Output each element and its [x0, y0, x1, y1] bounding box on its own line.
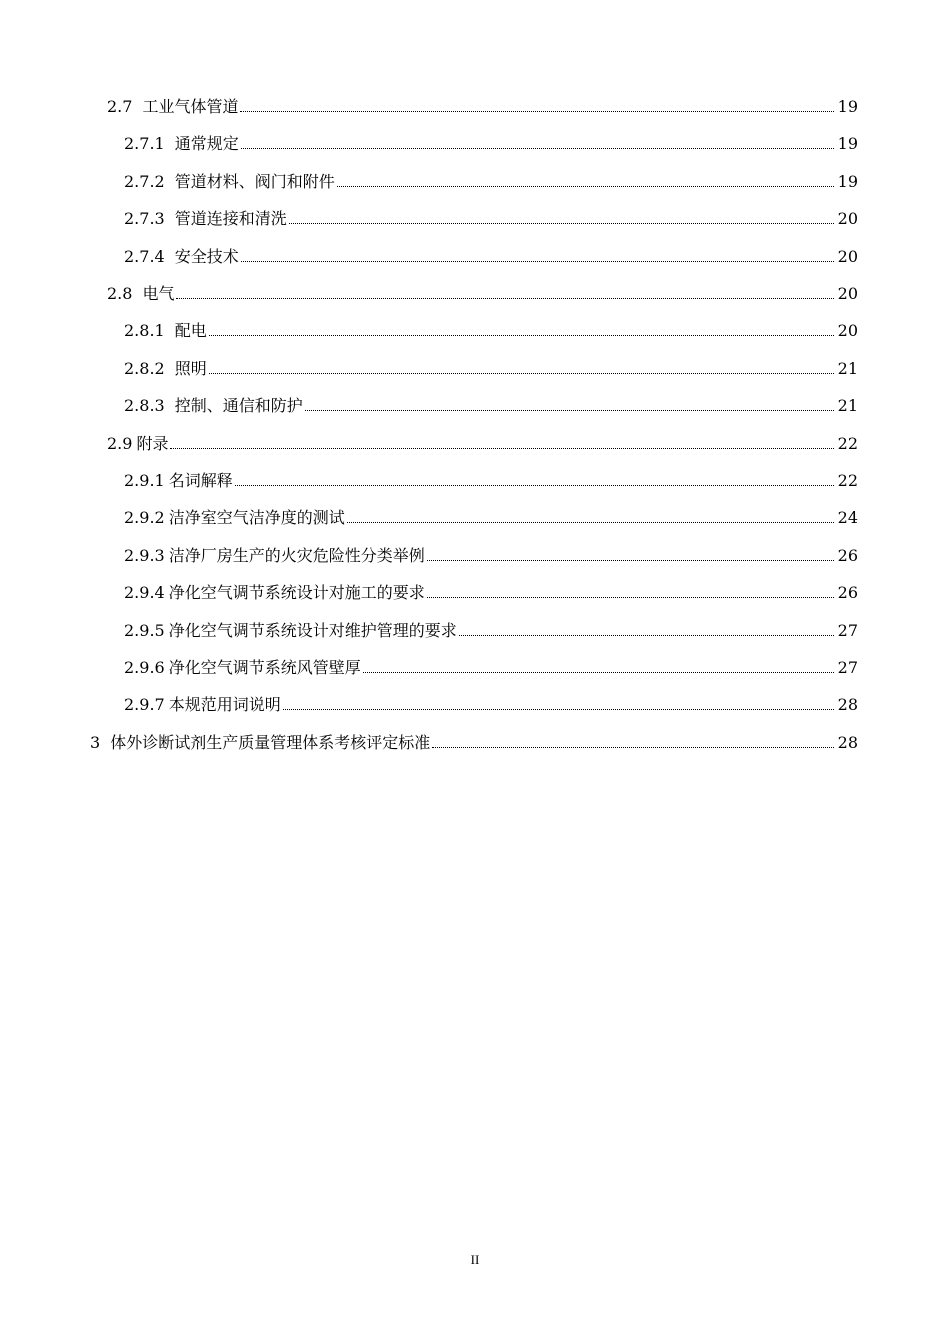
toc-entry[interactable] [124, 504, 858, 528]
toc-entry-page: 24 [837, 508, 858, 528]
toc-entry-page: 22 [837, 433, 858, 453]
toc-entry-page: 21 [837, 358, 858, 378]
toc-dot-leader [209, 335, 834, 336]
toc-entry-page: 22 [837, 471, 858, 490]
toc-entry[interactable] [107, 93, 858, 117]
toc-entry[interactable] [107, 430, 858, 454]
toc-entry-title: 净化空气调节系统设计对施工的要求 [168, 583, 425, 603]
toc-entry-page: 28 [837, 695, 858, 715]
toc-entry[interactable] [124, 355, 858, 379]
toc-dot-leader [241, 261, 834, 262]
toc-entry[interactable] [124, 168, 858, 192]
toc-entry-page: 19 [837, 171, 858, 191]
toc-entry-number: 2.9 [107, 433, 133, 453]
toc-entry-number: 2.8.2 [124, 358, 165, 378]
toc-entry-number: 2.9.7 [124, 695, 165, 715]
toc-entry-title: 安全技术 [174, 246, 239, 266]
toc-entry-title: 体外诊断试剂生产质量管理体系考核评定标准 [110, 732, 431, 752]
toc-entry-title: 名词解释 [168, 471, 233, 490]
toc-entry-page: 26 [837, 545, 858, 565]
toc-entry-page: 21 [837, 396, 858, 416]
toc-entry[interactable] [124, 317, 858, 341]
toc-entry-number: 2.9.6 [124, 658, 165, 677]
toc-entry-number: 2.7 [107, 97, 133, 116]
toc-entry-number: 2.9.4 [124, 583, 165, 603]
toc-entry-number: 2.8.3 [124, 396, 165, 416]
toc-entry-page: 27 [837, 620, 858, 640]
toc-entry[interactable] [124, 205, 858, 229]
toc-dot-leader [427, 597, 834, 598]
toc-entry-page: 19 [837, 134, 858, 154]
toc-entry-page: 20 [837, 209, 858, 229]
toc-entry-title: 净化空气调节系统风管壁厚 [168, 658, 361, 677]
toc-entry-number: 2.9.1 [124, 471, 165, 490]
toc-entry-page: 20 [837, 246, 858, 266]
toc-entry-page: 27 [837, 658, 858, 677]
toc-entry-title: 洁净厂房生产的火灾危险性分类举例 [168, 545, 425, 565]
toc-dot-leader [241, 148, 834, 149]
page-number-footer: II [470, 1252, 480, 1267]
toc-entry-title: 工业气体管道 [142, 97, 239, 116]
toc-entry-title: 配电 [174, 321, 207, 341]
toc-entry-number: 2.8.1 [124, 321, 165, 341]
toc-entry-page: 20 [837, 321, 858, 341]
toc-entry-title: 管道连接和清洗 [174, 209, 287, 229]
toc-dot-leader [235, 485, 834, 486]
toc-entry-page: 19 [837, 97, 858, 116]
toc-dot-leader [347, 522, 834, 523]
toc-entry[interactable] [107, 280, 858, 304]
toc-entry[interactable] [124, 130, 858, 154]
toc-dot-leader [432, 747, 834, 748]
toc-entry-title: 电气 [142, 284, 175, 303]
toc-dot-leader [305, 410, 834, 411]
toc-entry-number: 2.7.4 [124, 246, 165, 266]
toc-entry-number: 2.7.2 [124, 171, 165, 191]
toc-dot-leader [427, 560, 834, 561]
toc-entry-title: 照明 [174, 358, 207, 378]
toc-entry[interactable] [124, 654, 858, 678]
toc-entry-page: 20 [837, 284, 858, 303]
toc-entry-title: 通常规定 [174, 134, 239, 154]
toc-entry[interactable] [90, 729, 858, 753]
toc-dot-leader [283, 709, 834, 710]
toc-entry[interactable] [124, 542, 858, 566]
toc-entry-title: 洁净室空气洁净度的测试 [168, 508, 345, 528]
toc-entry-number: 2.9.2 [124, 508, 165, 528]
toc-entry[interactable] [124, 617, 858, 641]
toc-dot-leader [209, 373, 834, 374]
toc-entry-number: 3 [90, 732, 101, 752]
toc-entry-title: 净化空气调节系统设计对维护管理的要求 [168, 620, 457, 640]
toc-dot-leader [337, 186, 834, 187]
toc-dot-leader [289, 223, 834, 224]
toc-entry[interactable] [124, 392, 858, 416]
toc-dot-leader [170, 448, 834, 449]
toc-entry-number: 2.9.3 [124, 545, 165, 565]
toc-entry-number: 2.7.1 [124, 134, 165, 154]
toc-entry-title: 附录 [136, 433, 169, 453]
toc-entry[interactable] [124, 691, 858, 715]
toc-dot-leader [240, 111, 834, 112]
toc-dot-leader [363, 672, 834, 673]
toc-dot-leader [459, 635, 834, 636]
toc-entry-title: 本规范用词说明 [168, 695, 281, 715]
toc-entry[interactable] [124, 579, 858, 603]
toc-entry-number: 2.8 [107, 284, 133, 303]
toc-entry[interactable] [124, 243, 858, 267]
toc-entry-number: 2.9.5 [124, 620, 165, 640]
toc-entry-page: 26 [837, 583, 858, 603]
toc-entry-number: 2.7.3 [124, 209, 165, 229]
toc-entry-title: 控制、通信和防护 [174, 396, 303, 416]
toc-entry-page: 28 [837, 732, 858, 752]
toc-entry[interactable] [124, 467, 858, 491]
toc-entry-title: 管道材料、阀门和附件 [174, 171, 335, 191]
toc-dot-leader [176, 298, 834, 299]
